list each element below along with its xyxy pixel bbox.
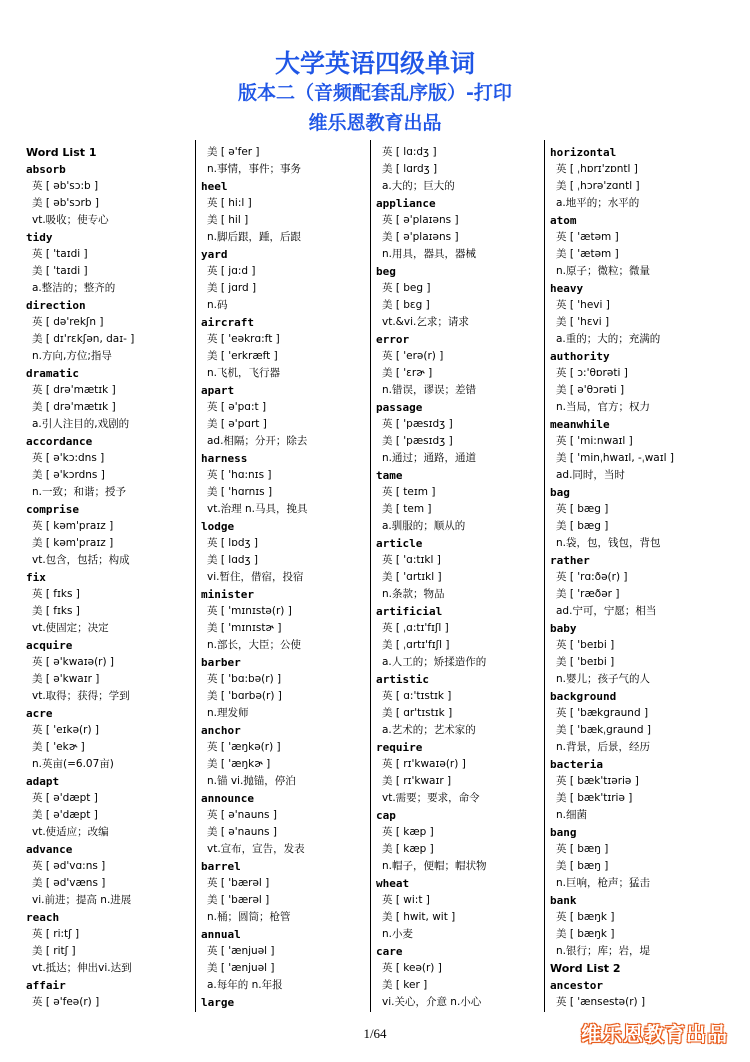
headword: bacteria: [550, 758, 603, 771]
phonetic: 美 [ 'hɛvi ]: [556, 316, 610, 328]
phonetic: 美 [ 'æŋkɚ ]: [207, 758, 271, 770]
headword: appliance: [376, 197, 436, 210]
headword: artificial: [376, 605, 443, 618]
phonetic: 美 [ ə'θɔrəti ]: [556, 384, 625, 396]
phonetic: 英 [ 'pæsɪdʒ ]: [382, 418, 453, 430]
column-divider: [370, 140, 371, 1012]
definition: n.部长，大臣；公使: [207, 639, 301, 651]
headword: wheat: [376, 877, 410, 890]
phonetic: 英 [ 'bærəl ]: [207, 877, 270, 889]
phonetic: 美 [ drə'mætɪk ]: [32, 401, 116, 413]
definition: n.背景，后景，经历: [556, 741, 650, 753]
phonetic: 美 [ 'minˌhwaɪl, -ˌwaɪl ]: [556, 452, 674, 464]
headword: acre: [26, 707, 53, 720]
headword: passage: [376, 401, 423, 414]
definition: vt.抵达；伸出vi.达到: [32, 962, 132, 974]
definition: n.事情，事件；事务: [207, 163, 301, 175]
headword: bank: [550, 894, 577, 907]
watermark-logo: 维乐恩教育出品: [581, 1022, 728, 1046]
phonetic: 美 [ ɑr'tɪstɪk ]: [382, 707, 453, 719]
phonetic: 美 [ jɑrd ]: [207, 282, 257, 294]
phonetic: 美 [ 'beɪbi ]: [556, 656, 615, 668]
headword: apart: [201, 384, 235, 397]
phonetic: 英 [ 'ænsestə(r) ]: [556, 996, 646, 1008]
phonetic: 英 [ bæŋ ]: [556, 843, 609, 855]
headword: harness: [201, 452, 248, 465]
phonetic: 美 [ bɛg ]: [382, 299, 430, 311]
phonetic: 英 [ keə(r) ]: [382, 962, 442, 974]
definition: n.桶；圆筒；枪管: [207, 911, 291, 923]
phonetic: 美 [ 'ɛrɚ ]: [382, 367, 433, 379]
word-list-heading: Word List 1: [26, 146, 97, 159]
headword: fix: [26, 571, 46, 584]
headword: background: [550, 690, 617, 703]
phonetic: 英 [ ə'nauns ]: [207, 809, 277, 821]
headword: minister: [201, 588, 254, 601]
phonetic: 美 [ ə'kɔrdns ]: [32, 469, 105, 481]
phonetic: 美 [ dɪ'rɛkʃən, daɪ- ]: [32, 333, 135, 345]
phonetic: 美 [ 'bɑrbə(r) ]: [207, 690, 282, 702]
phonetic: 英 [ ə'dæpt ]: [32, 792, 98, 804]
headword: comprise: [26, 503, 79, 516]
definition: a.大的；巨大的: [382, 180, 455, 192]
phonetic: 美 [ 'ɑrtɪkl ]: [382, 571, 442, 583]
phonetic: 英 [ 'hɑ:nɪs ]: [207, 469, 272, 481]
headword: bang: [550, 826, 577, 839]
definition: vt.取得；获得；学到: [32, 690, 130, 702]
definition: n.锚 vi.抛锚，停泊: [207, 775, 296, 787]
definition: a.重的；大的；充满的: [556, 333, 661, 345]
word-column-3: [376, 144, 487, 1011]
headword: artistic: [376, 673, 429, 686]
phonetic: 美 [ ə'dæpt ]: [32, 809, 98, 821]
phonetic: 英 [ 'mi:nwaɪl ]: [556, 435, 633, 447]
headword: accordance: [26, 435, 93, 448]
phonetic: 英 [ ə'plaɪəns ]: [382, 214, 459, 226]
definition: n.帽子，便帽；帽状物: [382, 860, 487, 872]
definition: ad.同时，当时: [556, 469, 625, 481]
definition: a.驯服的；顺从的: [382, 520, 466, 532]
phonetic: 美 [ 'taɪdi ]: [32, 265, 88, 277]
phonetic: 英 [ 'ætəm ]: [556, 231, 619, 243]
phonetic: 美 [ ə'plaɪəns ]: [382, 231, 459, 243]
phonetic: 美 [ ə'pɑrt ]: [207, 418, 267, 430]
definition: vt.需要；要求，命令: [382, 792, 480, 804]
definition: n.条款；物品: [382, 588, 445, 600]
definition: a.地平的；水平的: [556, 197, 640, 209]
headword: direction: [26, 299, 86, 312]
phonetic: 英 [ bæŋk ]: [556, 911, 615, 923]
definition: vt.治理 n.马具，挽具: [207, 503, 308, 515]
phonetic: 英 [ 'erə(r) ]: [382, 350, 444, 362]
column-divider: [544, 140, 545, 1012]
phonetic: 美 [ hwit, wit ]: [382, 911, 456, 923]
phonetic: 英 [ də'rekʃn ]: [32, 316, 104, 328]
phonetic: 美 [ bæŋk ]: [556, 928, 615, 940]
phonetic: 美 [ 'ænjuəl ]: [207, 962, 275, 974]
phonetic: 美 [ 'bækˌgraund ]: [556, 724, 651, 736]
phonetic: 美 [ 'mɪnɪstɚ ]: [207, 622, 282, 634]
headword: ancestor: [550, 979, 603, 992]
headword: care: [376, 945, 403, 958]
phonetic: 英 [ 'bɑ:bə(r) ]: [207, 673, 282, 685]
phonetic: 英 [ lɒdʒ ]: [207, 537, 259, 549]
definition: vt.使固定；决定: [32, 622, 109, 634]
definition: n.袋，包，钱包，背包: [556, 537, 661, 549]
headword: beg: [376, 265, 396, 278]
phonetic: 英 [ 'rɑ:ðə(r) ]: [556, 571, 628, 583]
publisher-line: 维乐恩教育出品: [308, 112, 442, 134]
definition: n.银行；库；岩，堤: [556, 945, 650, 957]
headword: error: [376, 333, 410, 346]
phonetic: 美 [ bæg ]: [556, 520, 609, 532]
phonetic: 英 [ teɪm ]: [382, 486, 436, 498]
headword: announce: [201, 792, 254, 805]
headword: acquire: [26, 639, 73, 652]
definition: n.当局，官方；权力: [556, 401, 650, 413]
phonetic: 美 [ bæk'tɪriə ]: [556, 792, 633, 804]
definition: a.每年的 n.年报: [207, 979, 283, 991]
definition: a.整洁的；整齐的: [32, 282, 116, 294]
phonetic: 英 [ drə'mætɪk ]: [32, 384, 116, 396]
headword: cap: [376, 809, 396, 822]
phonetic: 英 [ 'bækgraund ]: [556, 707, 649, 719]
phonetic: 英 [ ɑ:'tɪstɪk ]: [382, 690, 452, 702]
phonetic: 英 [ 'ɑ:tɪkl ]: [382, 554, 441, 566]
headword: reach: [26, 911, 60, 924]
definition: n.细菌: [556, 809, 587, 821]
definition: vi.关心，介意 n.小心: [382, 996, 482, 1008]
definition: vi.暂住，借宿，投宿: [207, 571, 304, 583]
headword: yard: [201, 248, 228, 261]
phonetic: 英 [ ˌhɒrɪ'zɒntl ]: [556, 163, 638, 175]
definition: n.方向,方位;指导: [32, 350, 112, 362]
phonetic: 美 [ 'erkræft ]: [207, 350, 278, 362]
phonetic: 英 [ ˌɑ:tɪ'fɪʃl ]: [382, 622, 449, 634]
definition: n.理发师: [207, 707, 249, 719]
headword: barrel: [201, 860, 241, 873]
headword: require: [376, 741, 423, 754]
phonetic: 美 [ ə'nauns ]: [207, 826, 277, 838]
phonetic: 美 [ 'hɑrnɪs ]: [207, 486, 273, 498]
headword: baby: [550, 622, 577, 635]
headword: rather: [550, 554, 590, 567]
phonetic: 英 [ 'hevi ]: [556, 299, 610, 311]
phonetic: 美 [ 'ræðər ]: [556, 588, 620, 600]
headword: anchor: [201, 724, 241, 737]
phonetic: 英 [ bæk'tɪəriə ]: [556, 775, 639, 787]
headword: bag: [550, 486, 570, 499]
phonetic: 英 [ 'beɪbi ]: [556, 639, 615, 651]
phonetic: 英 [ beg ]: [382, 282, 431, 294]
phonetic: 美 [ rɪ'kwaɪr ]: [382, 775, 452, 787]
phonetic: 英 [ əd'vɑ:ns ]: [32, 860, 106, 872]
headword: aircraft: [201, 316, 254, 329]
phonetic: 英 [ rɪ'kwaɪə(r) ]: [382, 758, 466, 770]
definition: vt.包含，包括；构成: [32, 554, 130, 566]
headword: absorb: [26, 163, 66, 176]
phonetic: 英 [ ə'pɑ:t ]: [207, 401, 267, 413]
word-column-4: [550, 144, 674, 1011]
headword: barber: [201, 656, 241, 669]
headword: lodge: [201, 520, 235, 533]
definition: ad.相隔；分开；除去: [207, 435, 308, 447]
phonetic: 美 [ ə'kwaɪr ]: [32, 673, 100, 685]
phonetic: 美 [ ə'fer ]: [207, 146, 260, 158]
headword: horizontal: [550, 146, 617, 159]
definition: n.用具，器具，器械: [382, 248, 476, 260]
phonetic: 美 [ bæŋ ]: [556, 860, 609, 872]
page-title: 大学英语四级单词: [274, 49, 475, 78]
definition: n.错误，谬误；差错: [382, 384, 476, 396]
headword: meanwhile: [550, 418, 610, 431]
headword: large: [201, 996, 235, 1009]
phonetic: 美 [ tem ]: [382, 503, 432, 515]
phonetic: 英 [ wi:t ]: [382, 894, 430, 906]
word-list-heading: Word List 2: [550, 962, 621, 975]
word-column-1: [26, 144, 134, 1011]
definition: a.人工的；矫揉造作的: [382, 656, 487, 668]
definition: vt.吸收；使专心: [32, 214, 109, 226]
phonetic: 美 [ ritʃ ]: [32, 945, 76, 957]
headword: atom: [550, 214, 577, 227]
phonetic: 英 [ 'ænjuəl ]: [207, 945, 275, 957]
word-column-2: [201, 144, 308, 1011]
phonetic: 英 [ jɑ:d ]: [207, 265, 256, 277]
phonetic: 美 [ 'ætəm ]: [556, 248, 619, 260]
definition: a.艺术的；艺术家的: [382, 724, 476, 736]
definition: vt.使适应；改编: [32, 826, 109, 838]
phonetic: 美 [ lɑdʒ ]: [207, 554, 259, 566]
headword: heel: [201, 180, 228, 193]
definition: a.引人注目的,戏剧的: [32, 418, 130, 430]
phonetic: 美 [ kæp ]: [382, 843, 434, 855]
phonetic: 美 [ kəm'praɪz ]: [32, 537, 114, 549]
phonetic: 美 [ əb'sɔrb ]: [32, 197, 99, 209]
definition: vi.前进；提高 n.进展: [32, 894, 132, 906]
definition: n.英亩(=6.07亩): [32, 758, 114, 770]
headword: advance: [26, 843, 73, 856]
phonetic: 英 [ fɪks ]: [32, 588, 80, 600]
page-number: 1/64: [363, 1026, 387, 1041]
phonetic: 美 [ lɑrdʒ ]: [382, 163, 438, 175]
headword: heavy: [550, 282, 584, 295]
headword: adapt: [26, 775, 60, 788]
headword: dramatic: [26, 367, 79, 380]
phonetic: 美 [ ˌɑrtɪ'fɪʃl ]: [382, 639, 450, 651]
phonetic: 英 [ hi:l ]: [207, 197, 252, 209]
definition: n.脚后跟，踵，后跟: [207, 231, 301, 243]
word-columns: [0, 140, 750, 1020]
phonetic: 英 [ 'æŋkə(r) ]: [207, 741, 281, 753]
column-divider: [195, 140, 196, 1012]
definition: n.飞机，飞行器: [207, 367, 280, 379]
headword: annual: [201, 928, 241, 941]
definition: n.小麦: [382, 928, 413, 940]
headword: article: [376, 537, 423, 550]
headword: tame: [376, 469, 403, 482]
phonetic: 英 [ ə'kɔ:dns ]: [32, 452, 105, 464]
phonetic: 英 [ ə'feə(r) ]: [32, 996, 100, 1008]
definition: n.码: [207, 299, 228, 311]
headword: authority: [550, 350, 610, 363]
phonetic: 美 [ 'bærəl ]: [207, 894, 270, 906]
definition: vt.&vi.乞求；请求: [382, 316, 469, 328]
phonetic: 英 [ ɔ:'θɒrəti ]: [556, 367, 628, 379]
phonetic: 英 [ bæg ]: [556, 503, 609, 515]
definition: n.一致；和谐；授予: [32, 486, 126, 498]
definition: n.婴儿；孩子气的人: [556, 673, 650, 685]
phonetic: 英 [ əb'sɔ:b ]: [32, 180, 99, 192]
phonetic: 英 [ 'eəkrɑ:ft ]: [207, 333, 280, 345]
phonetic: 美 [ ker ]: [382, 979, 428, 991]
phonetic: 美 [ əd'væns ]: [32, 877, 106, 889]
headword: tidy: [26, 231, 53, 244]
phonetic: 英 [ 'mɪnɪstə(r) ]: [207, 605, 292, 617]
phonetic: 英 [ ə'kwaɪə(r) ]: [32, 656, 115, 668]
phonetic: 英 [ lɑ:dʒ ]: [382, 146, 437, 158]
phonetic: 英 [ 'taɪdi ]: [32, 248, 88, 260]
phonetic: 美 [ hil ]: [207, 214, 249, 226]
phonetic: 英 [ kəm'praɪz ]: [32, 520, 114, 532]
phonetic: 美 [ ˌhɔrə'zɑntl ]: [556, 180, 640, 192]
definition: ad.宁可，宁愿；相当: [556, 605, 657, 617]
definition: n.通过；通路，通道: [382, 452, 476, 464]
phonetic: 英 [ ri:tʃ ]: [32, 928, 80, 940]
page-subtitle: 版本二（音频配套乱序版）-打印: [238, 82, 512, 104]
phonetic: 英 [ kæp ]: [382, 826, 434, 838]
phonetic: 美 [ 'ekɚ ]: [32, 741, 85, 753]
phonetic: 美 [ 'pæsɪdʒ ]: [382, 435, 453, 447]
definition: n.原子；微粒；微量: [556, 265, 650, 277]
definition: vt.宣布，宣告，发表: [207, 843, 305, 855]
phonetic: 美 [ fɪks ]: [32, 605, 80, 617]
headword: affair: [26, 979, 66, 992]
definition: n.巨响，枪声；猛击: [556, 877, 650, 889]
phonetic: 英 [ 'eɪkə(r) ]: [32, 724, 100, 736]
